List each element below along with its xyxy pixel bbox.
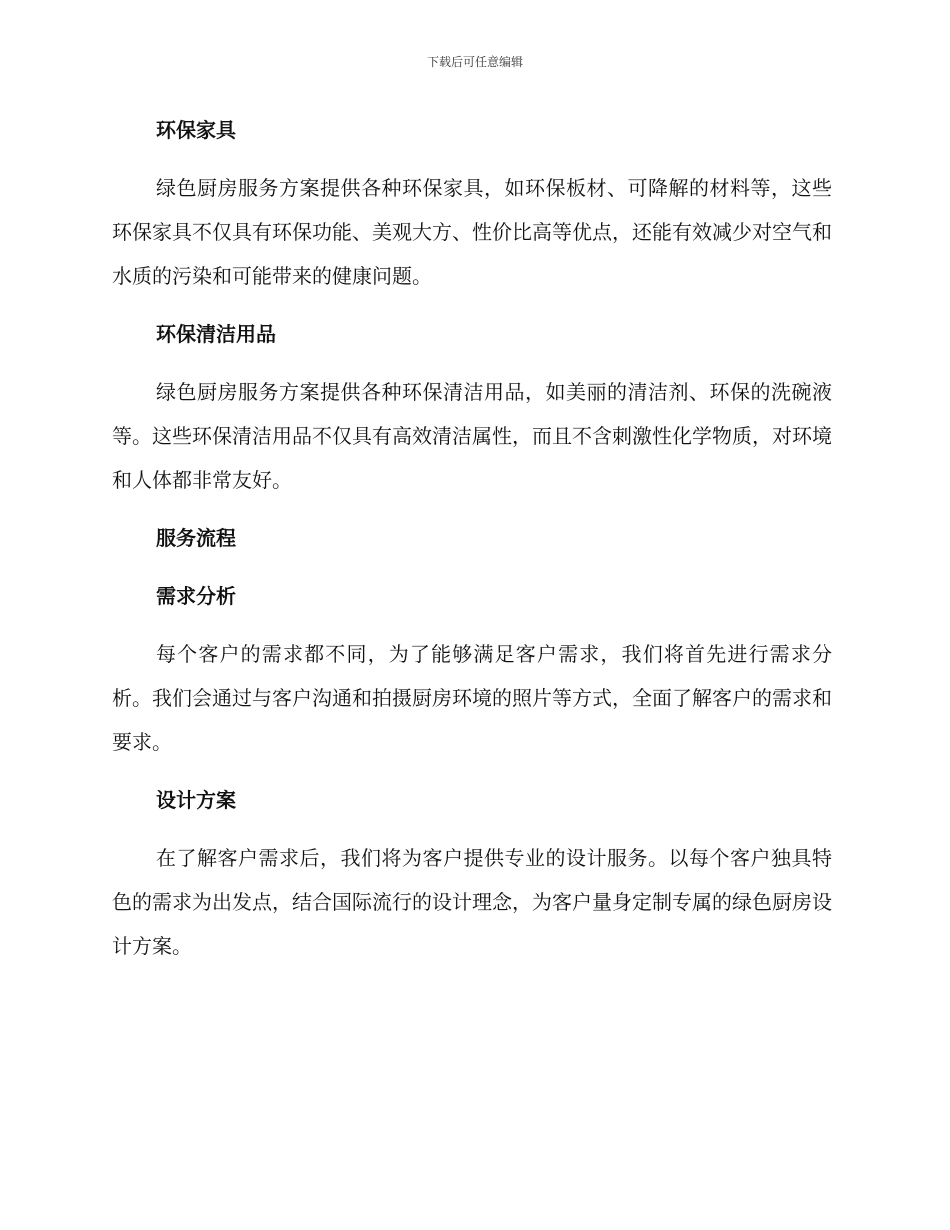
section-heading-service-process: 服务流程 (156, 526, 236, 550)
page-header: 下载后可任意编辑 (426, 55, 523, 69)
paragraph-design-plan: 在了解客户需求后，我们将为客户提供专业的设计服务。以每个客户独具特色的需求为出发点，结合国际流行的设计理念，为客户量身定制专属的绿色厨房设计方案。 (112, 846, 832, 958)
section-heading-eco-furniture: 环保家具 (156, 118, 236, 142)
paragraph-eco-furniture: 绿色厨房服务方案提供各种环保家具，如环保板材、可降解的材料等，这些环保家具不仅具有环保功能、美观大方、性价比高等优点，还能有效减少对空气和水质的污染和可能带来的健康问题。 (112, 176, 832, 288)
section-heading-design-plan: 设计方案 (156, 788, 236, 812)
section-heading-needs-analysis: 需求分析 (156, 584, 236, 608)
paragraph-eco-cleaning: 绿色厨房服务方案提供各种环保清洁用品，如美丽的清洁剂、环保的洗碗液等。这些环保清洁用品不仅具有高效清洁属性，而且不含刺激性化学物质，对环境和人体都非常友好。 (112, 380, 832, 492)
document-body (112, 108, 832, 982)
paragraph-needs-analysis: 每个客户的需求都不同，为了能够满足客户需求，我们将首先进行需求分析。我们会通过与客户沟通和拍摄厨房环境的照片等方式，全面了解客户的需求和要求。 (112, 642, 832, 754)
section-heading-eco-cleaning: 环保清洁用品 (156, 322, 276, 346)
